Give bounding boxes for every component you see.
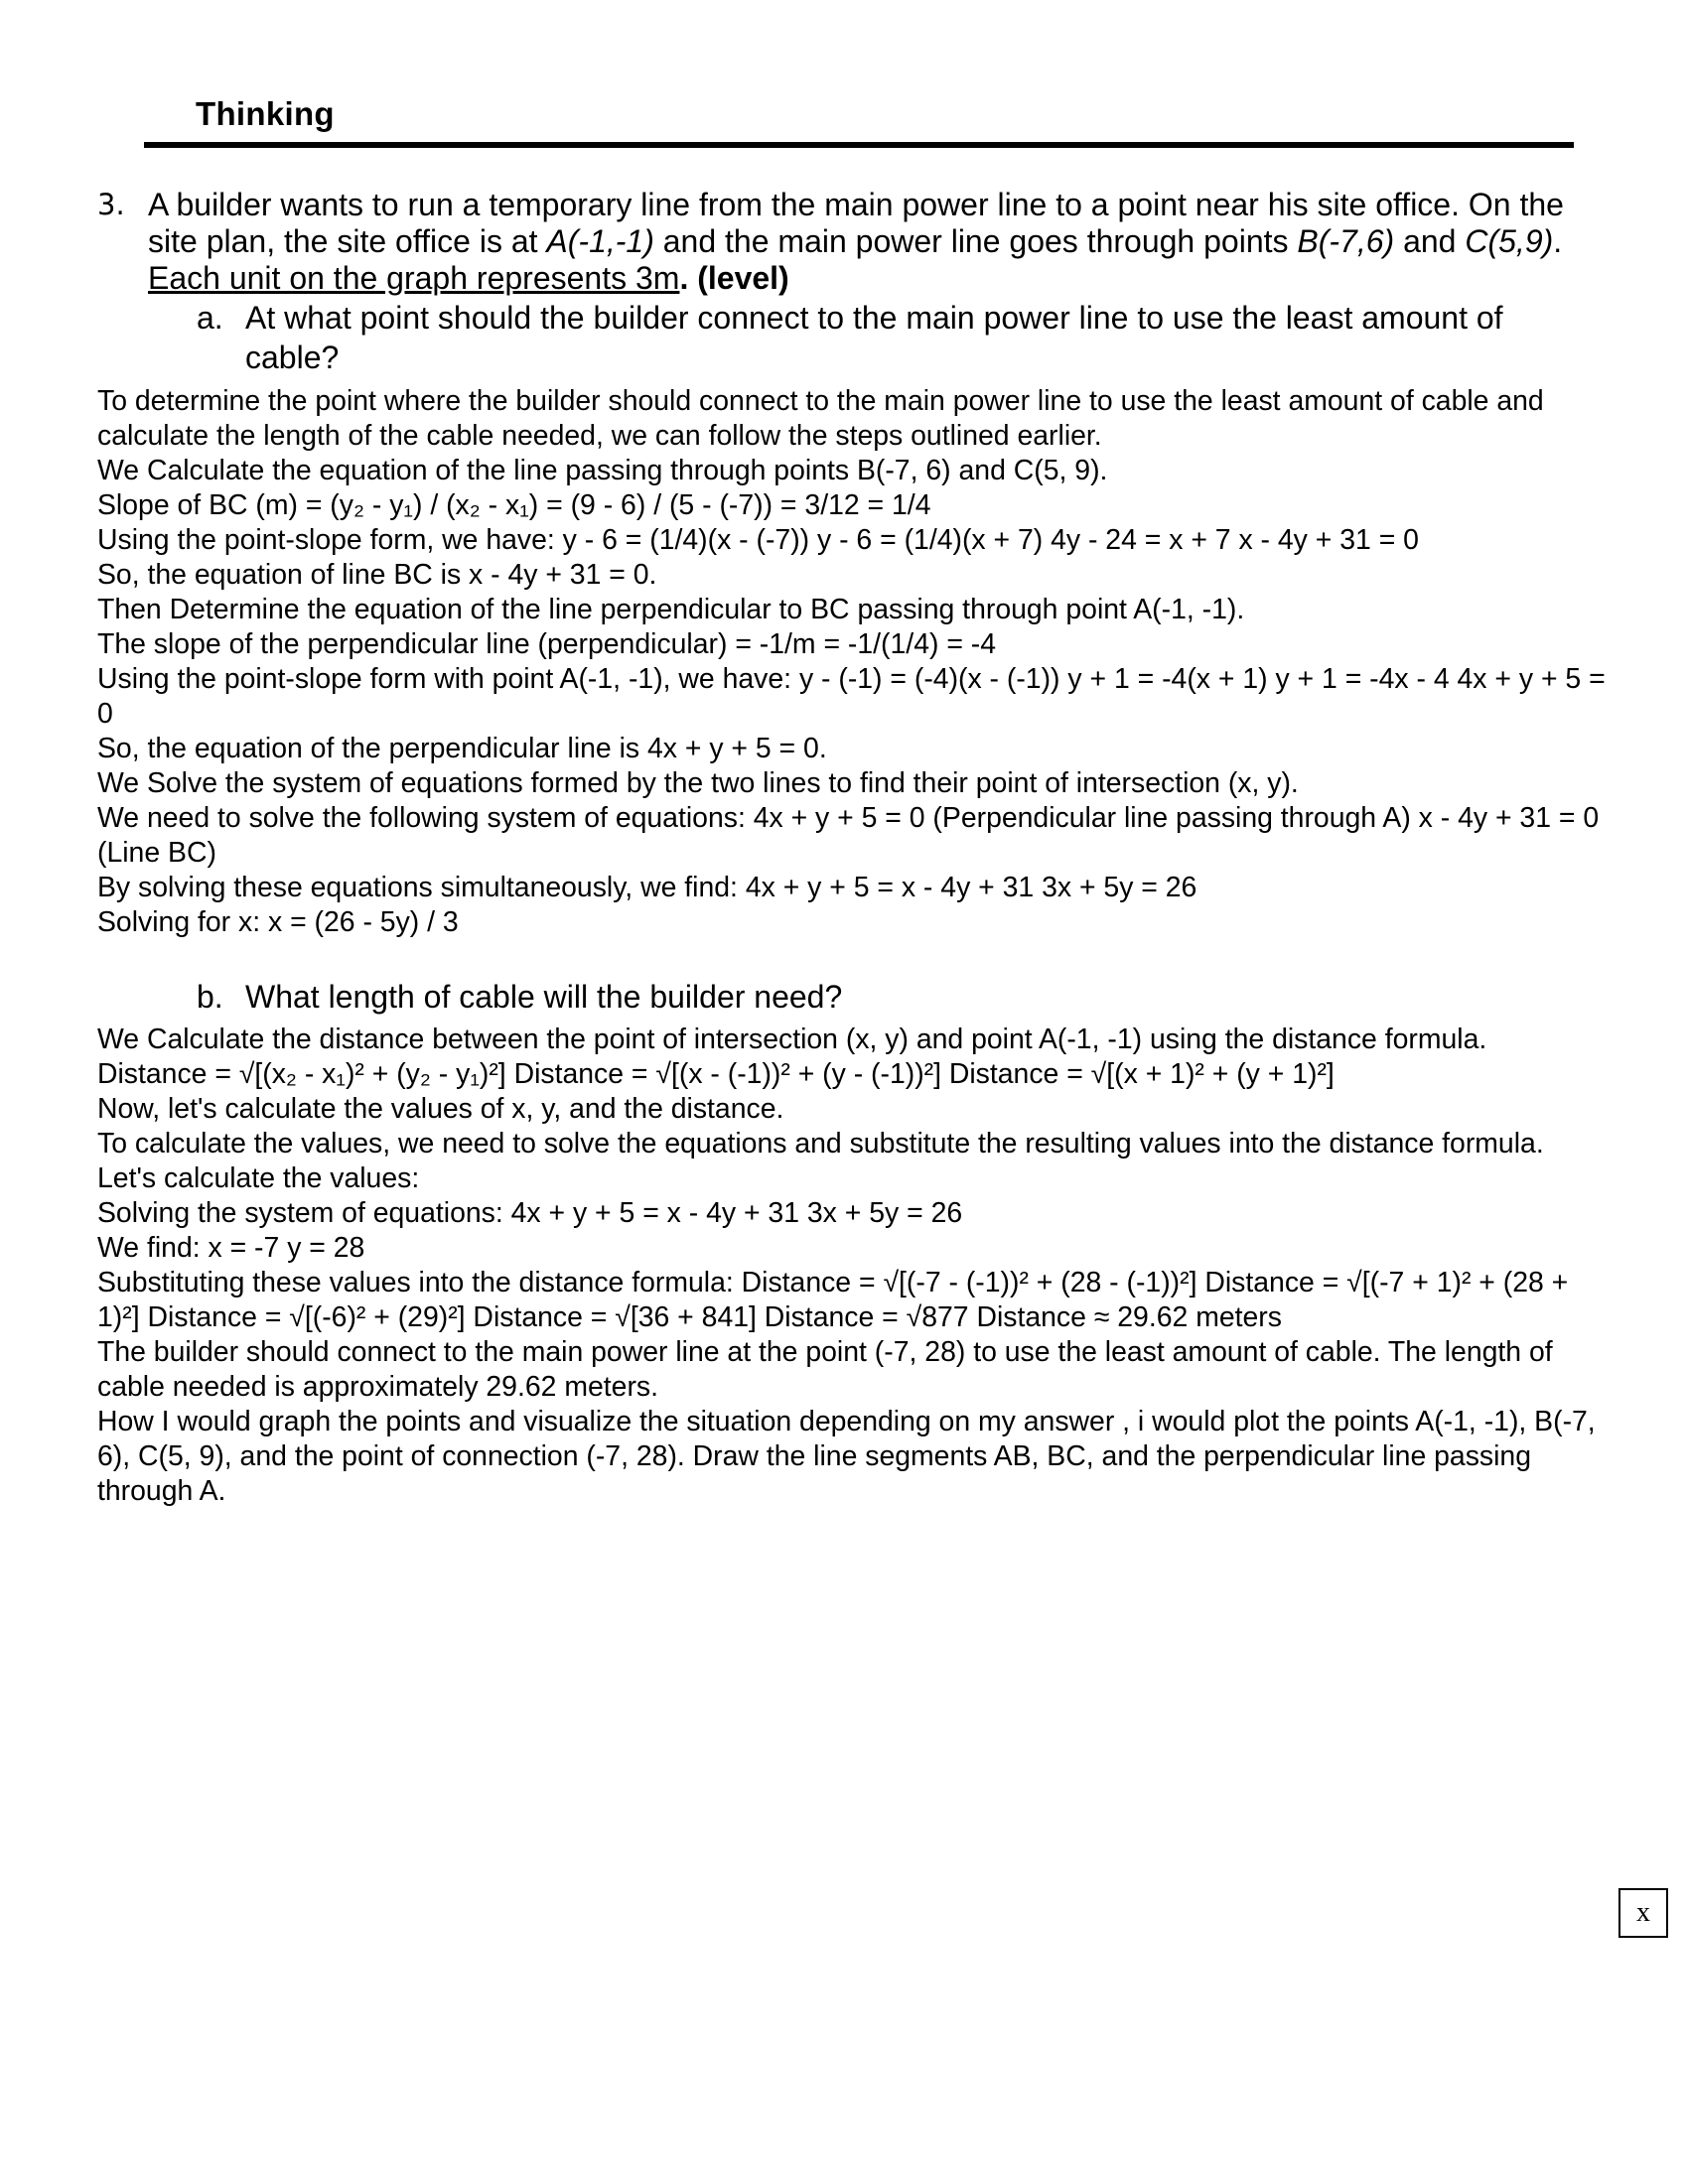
answer-line: We find: x = -7 y = 28 bbox=[97, 1232, 365, 1264]
answer-line: We need to solve the following system of equations: 4x + y + 5 = 0 (Perpendicular line passing through A) x - 4y + 31 = 0 (Line BC) bbox=[97, 802, 1600, 869]
level-tag: . (level) bbox=[679, 260, 789, 296]
question-text bbox=[148, 187, 1597, 297]
question-number: 3. bbox=[97, 188, 125, 221]
point-b: B(-7,6) bbox=[1297, 223, 1395, 259]
scale-note: Each unit on the graph represents 3m bbox=[148, 260, 680, 296]
question-text-part: . bbox=[1553, 223, 1563, 259]
corner-box: x bbox=[1618, 1888, 1668, 1938]
answer-line: The builder should connect to the main power line at the point (-7, 28) to use the least amount of cable. The length of cable needed is approximately 29.62 meters. bbox=[97, 1336, 1553, 1403]
answer-line: We Calculate the equation of the line passing through points B(-7, 6) and C(5, 9). bbox=[97, 455, 1108, 486]
answer-line: So, the equation of the perpendicular line is 4x + y + 5 = 0. bbox=[97, 733, 827, 764]
answer-line: The slope of the perpendicular line (perpendicular) = -1/m = -1/(1/4) = -4 bbox=[97, 628, 997, 660]
part-a-question-text: At what point should the builder connect to the main power line to use the least amount of cable? bbox=[245, 300, 1503, 375]
part-b-question-text: What length of cable will the builder need? bbox=[245, 979, 843, 1015]
question-text-part: A builder wants to run a temporary line from the main power line to a point near his site office. On the site plan, the site office is at bbox=[148, 187, 1564, 259]
answer-line: Slope of BC (m) = (y₂ - y₁) / (x₂ - x₁) = (9 - 6) / (5 - (-7)) = 3/12 = 1/4 bbox=[97, 489, 931, 521]
question-3 bbox=[97, 187, 1597, 297]
answer-line: Solving the system of equations: 4x + y + 5 = x - 4y + 31 3x + 5y = 26 bbox=[97, 1197, 963, 1229]
part-a-label: a. bbox=[197, 300, 223, 336]
title-divider bbox=[144, 142, 1574, 148]
part-b-question bbox=[197, 977, 1597, 1017]
answer-line: Now, let's calculate the values of x, y, and the distance. bbox=[97, 1093, 784, 1125]
part-b-answer bbox=[97, 1023, 1607, 1509]
answer-line: Substituting these values into the distance formula: Distance = √[(-7 - (-1))² + (28 - (-1))²] Distance = √[(-7 + 1)² + (28 + 1)²] Distance = √[(-6)² + (29)²] Distance = √[36 + 841] Distance = √877 Distance ≈ 29.62 meters bbox=[97, 1267, 1569, 1333]
point-c: C(5,9) bbox=[1465, 223, 1554, 259]
answer-line: Solving for x: x = (26 - 5y) / 3 bbox=[97, 906, 459, 938]
part-a-question bbox=[197, 298, 1597, 377]
answer-line: To determine the point where the builder should connect to the main power line to use the least amount of cable and calculate the length of the cable needed, we can follow the steps outlined earlier. bbox=[97, 385, 1544, 452]
answer-line: By solving these equations simultaneously, we find: 4x + y + 5 = x - 4y + 31 3x + 5y = 26 bbox=[97, 872, 1197, 903]
answer-line: Distance = √[(x₂ - x₁)² + (y₂ - y₁)²] Distance = √[(x - (-1))² + (y - (-1))²] Distance = √[(x + 1)² + (y + 1)²] bbox=[97, 1058, 1335, 1090]
part-b-label: b. bbox=[197, 979, 223, 1015]
answer-line: To calculate the values, we need to solve the equations and substitute the resulting values into the distance formula. Let's calculate the values: bbox=[97, 1128, 1544, 1194]
answer-line: We Calculate the distance between the point of intersection (x, y) and point A(-1, -1) using the distance formula. bbox=[97, 1024, 1487, 1055]
answer-line: How I would graph the points and visualize the situation depending on my answer , i would plot the points A(-1, -1), B(-7, 6), C(5, 9), and the point of connection (-7, 28). Draw the line segments AB, BC, and the perpendicular line passing through A. bbox=[97, 1406, 1596, 1507]
answer-line: So, the equation of line BC is x - 4y + 31 = 0. bbox=[97, 559, 657, 591]
point-a: A(-1,-1) bbox=[546, 223, 654, 259]
part-a-answer bbox=[97, 384, 1607, 940]
question-text-part: and the main power line goes through points bbox=[653, 223, 1298, 259]
answer-line: Then Determine the equation of the line perpendicular to BC passing through point A(-1, -1). bbox=[97, 594, 1245, 625]
answer-line: Using the point-slope form, we have: y - 6 = (1/4)(x - (-7)) y - 6 = (1/4)(x + 7) 4y - 24 = x + 7 x - 4y + 31 = 0 bbox=[97, 524, 1419, 556]
answer-line: Using the point-slope form with point A(-1, -1), we have: y - (-1) = (-4)(x - (-1)) y + 1 = -4(x + 1) y + 1 = -4x - 4 4x + y + 5 = 0 bbox=[97, 663, 1606, 730]
section-title: Thinking bbox=[196, 95, 335, 132]
answer-line: We Solve the system of equations formed by the two lines to find their point of intersection (x, y). bbox=[97, 767, 1299, 799]
question-text-part: and bbox=[1394, 223, 1466, 259]
